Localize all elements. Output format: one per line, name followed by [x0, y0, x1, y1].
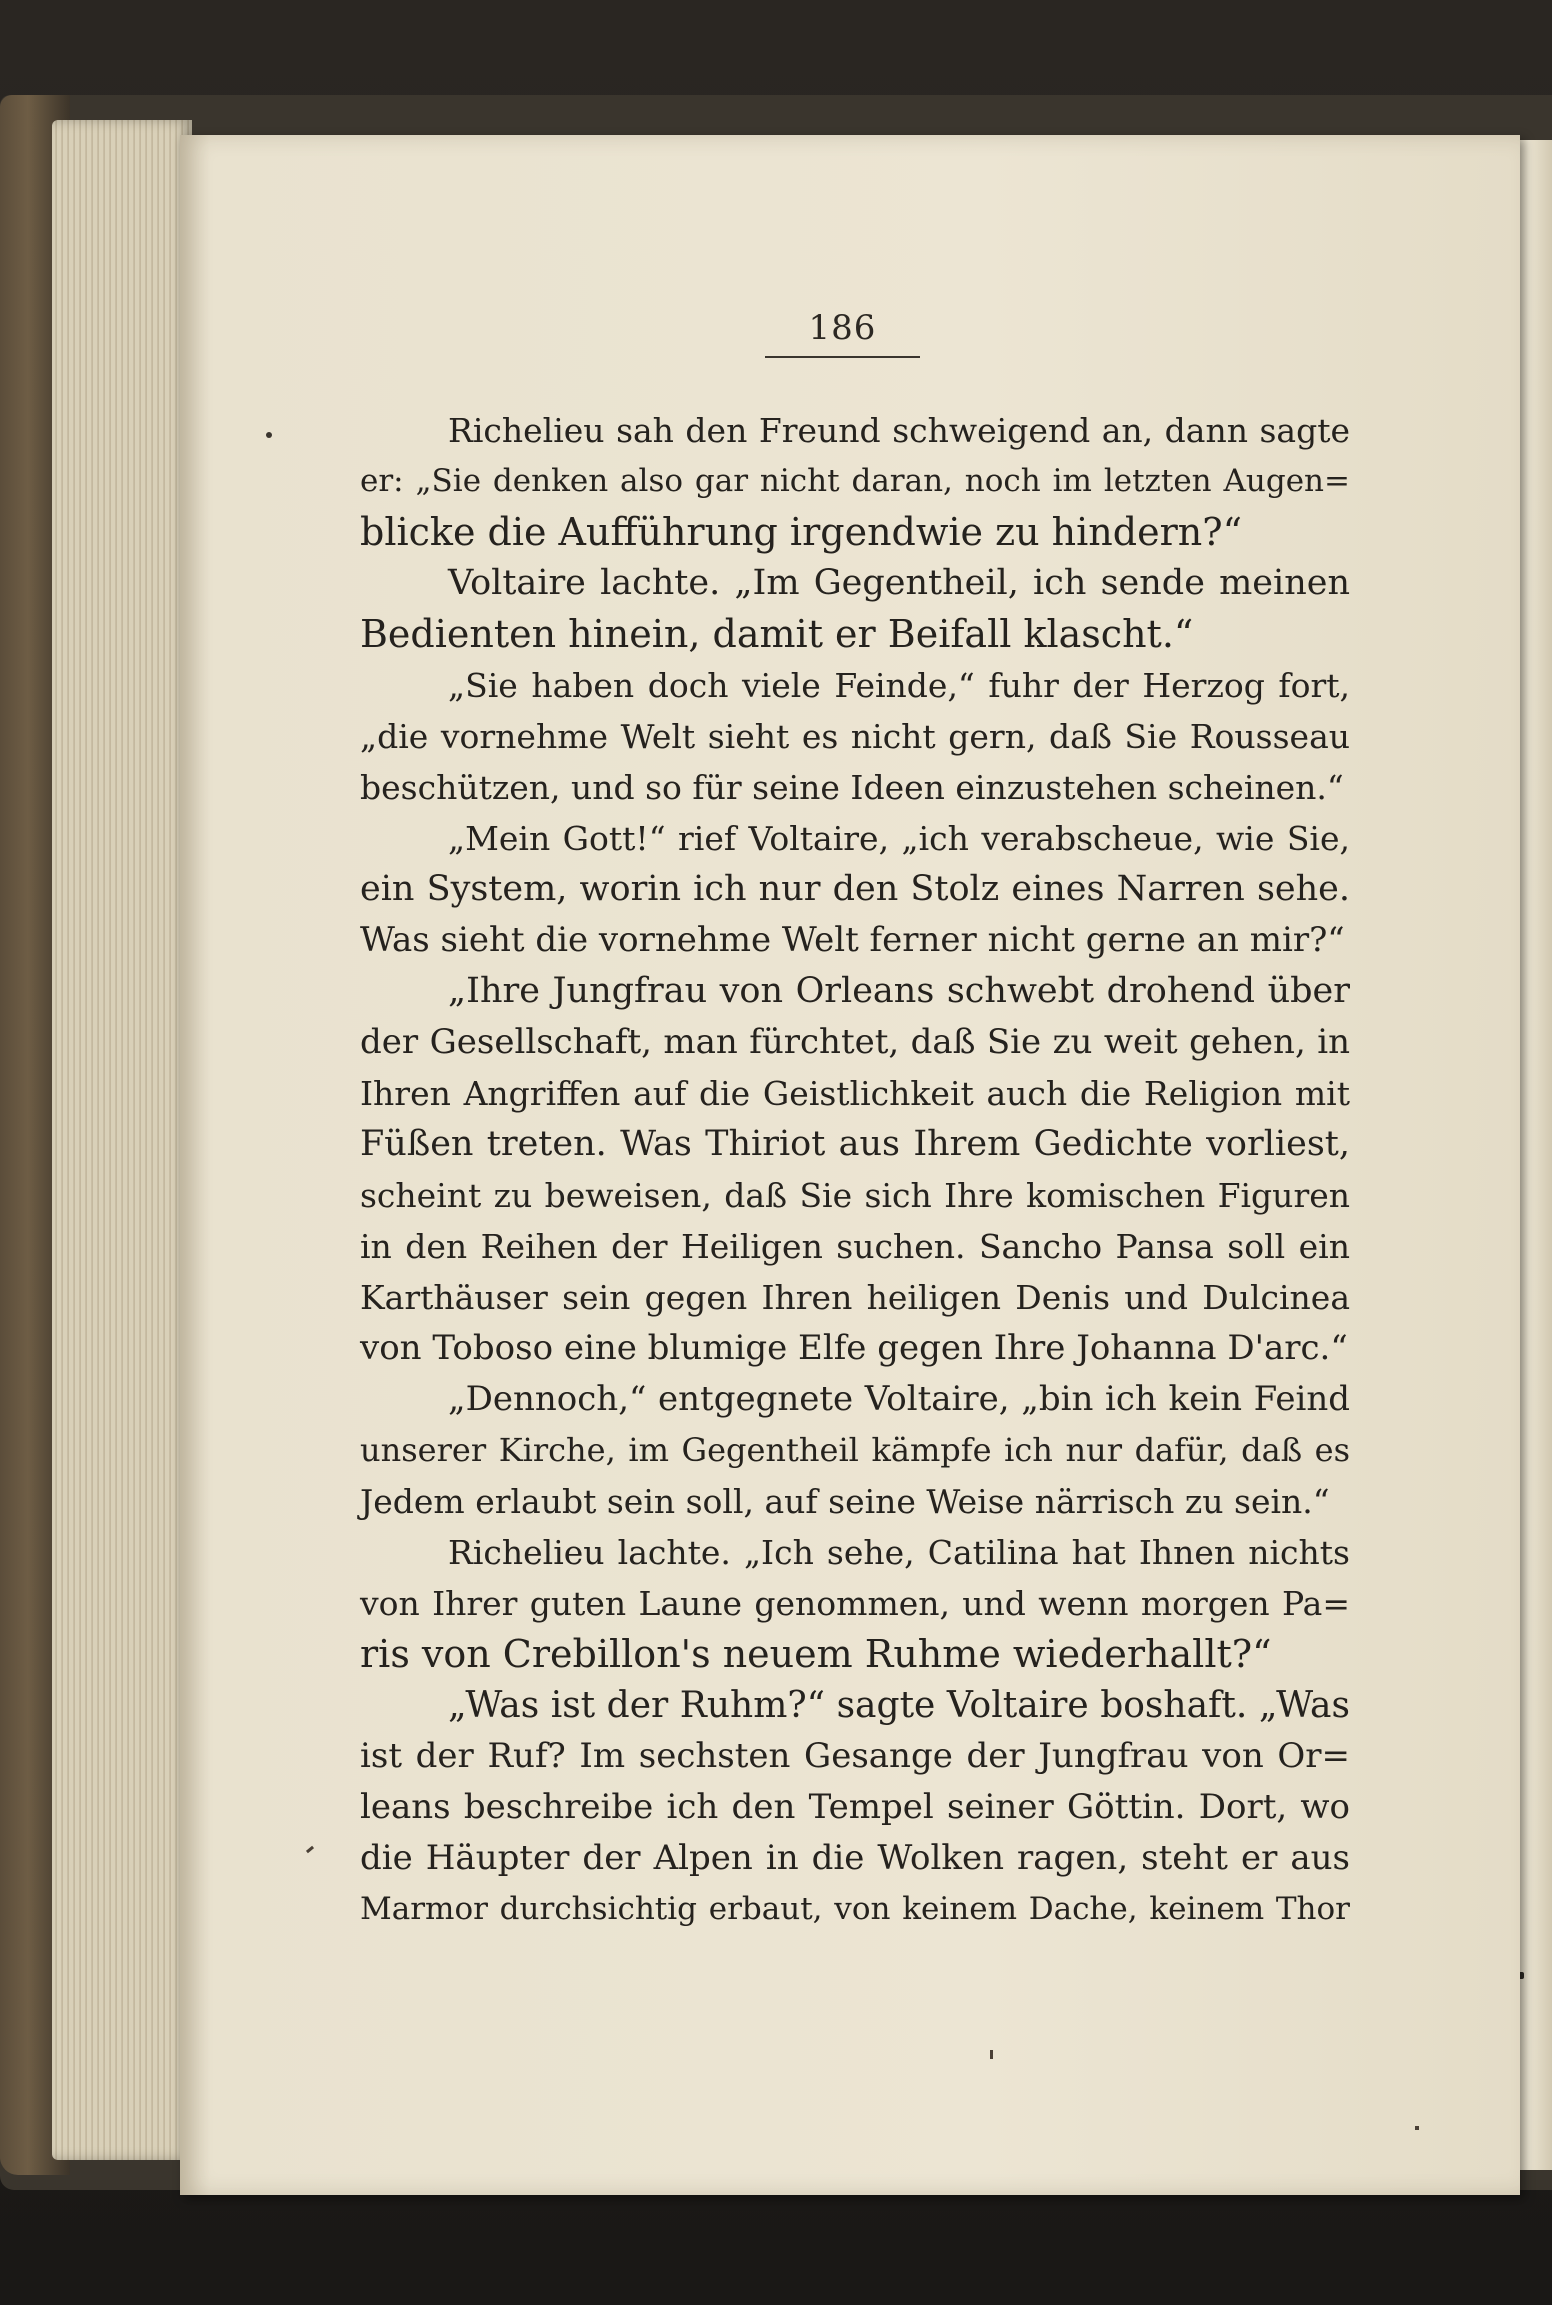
text-line: der Gesellschaft, man fürchtet, daß Sie zu weit gehen, in: [360, 1022, 1350, 1062]
text-line: ris von Crebillon's neuem Ruhme wiederhallt?“: [360, 1632, 1272, 1676]
header-rule: [765, 356, 920, 358]
text-line: Marmor durchsichtig erbaut, von keinem Dache, keinem Thor: [360, 1891, 1350, 1927]
text-line: „die vornehme Welt sieht es nicht gern, daß Sie Rousseau: [360, 717, 1350, 756]
text-line: „Ihre Jungfrau von Orleans schwebt drohend über: [448, 971, 1350, 1011]
text-line: Karthäuser sein gegen Ihren heiligen Denis und Dulcinea: [360, 1278, 1350, 1317]
text-line: ist der Ruf? Im sechsten Gesange der Jungfrau von Or=: [360, 1736, 1350, 1776]
text-line: unserer Kirche, im Gegentheil kämpfe ich nur dafür, daß es: [360, 1431, 1350, 1469]
text-line: in den Reihen der Heiligen suchen. Sancho Pansa soll ein: [360, 1227, 1350, 1266]
text-line: leans beschreibe ich den Tempel seiner Göttin. Dort, wo: [360, 1787, 1350, 1827]
text-line: „Was ist der Ruhm?“ sagte Voltaire boshaft. „Was: [448, 1685, 1350, 1726]
text-line: Jedem erlaubt sein soll, auf seine Weise närrisch zu sein.“: [360, 1482, 1330, 1521]
text-line: von Toboso eine blumige Elfe gegen Ihre Johanna D'arc.“: [360, 1328, 1348, 1368]
margin-speck: [266, 432, 272, 438]
text-line: Richelieu lachte. „Ich sehe, Catilina hat Ihnen nichts: [448, 1533, 1350, 1572]
text-line: „Dennoch,“ entgegnete Voltaire, „bin ich kein Feind: [448, 1379, 1350, 1419]
margin-speck: [1415, 2126, 1419, 2130]
text-line: „Sie haben doch viele Feinde,“ fuhr der Herzog fort,: [448, 666, 1350, 705]
text-line: beschützen, und so für seine Ideen einzustehen scheinen.“: [360, 768, 1344, 807]
text-line: scheint zu beweisen, daß Sie sich Ihre komischen Figuren: [360, 1176, 1350, 1215]
text-line: Voltaire lachte. „Im Gegentheil, ich sende meinen: [448, 563, 1350, 603]
text-line: Richelieu sah den Freund schweigend an, dann sagte: [448, 411, 1350, 450]
text-line: blicke die Aufführung irgendwie zu hindern?“: [360, 510, 1243, 554]
text-line: „Mein Gott!“ rief Voltaire, „ich verabscheue, wie Sie,: [448, 819, 1350, 858]
body-text: [360, 405, 1350, 1935]
text-line: von Ihrer guten Laune genommen, und wenn morgen Pa=: [360, 1584, 1350, 1623]
text-line: Füßen treten. Was Thiriot aus Ihrem Gedichte vorliest,: [360, 1124, 1350, 1164]
text-line: Was sieht die vornehme Welt ferner nicht gerne an mir?“: [360, 920, 1345, 960]
margin-speck: [990, 2050, 993, 2059]
text-line: die Häupter der Alpen in die Wolken ragen, steht er aus: [360, 1838, 1350, 1878]
text-line: Ihren Angriffen auf die Geistlichkeit auch die Religion mit: [360, 1074, 1350, 1113]
page-number: 186: [808, 308, 877, 348]
page-stack: [52, 120, 192, 2160]
text-line: ein System, worin ich nur den Stolz eines Narren sehe.: [360, 869, 1350, 909]
text-line: er: „Sie denken also gar nicht daran, noch im letzten Augen=: [360, 463, 1350, 499]
text-line: Bedienten hinein, damit er Beifall klascht.“: [360, 612, 1194, 656]
